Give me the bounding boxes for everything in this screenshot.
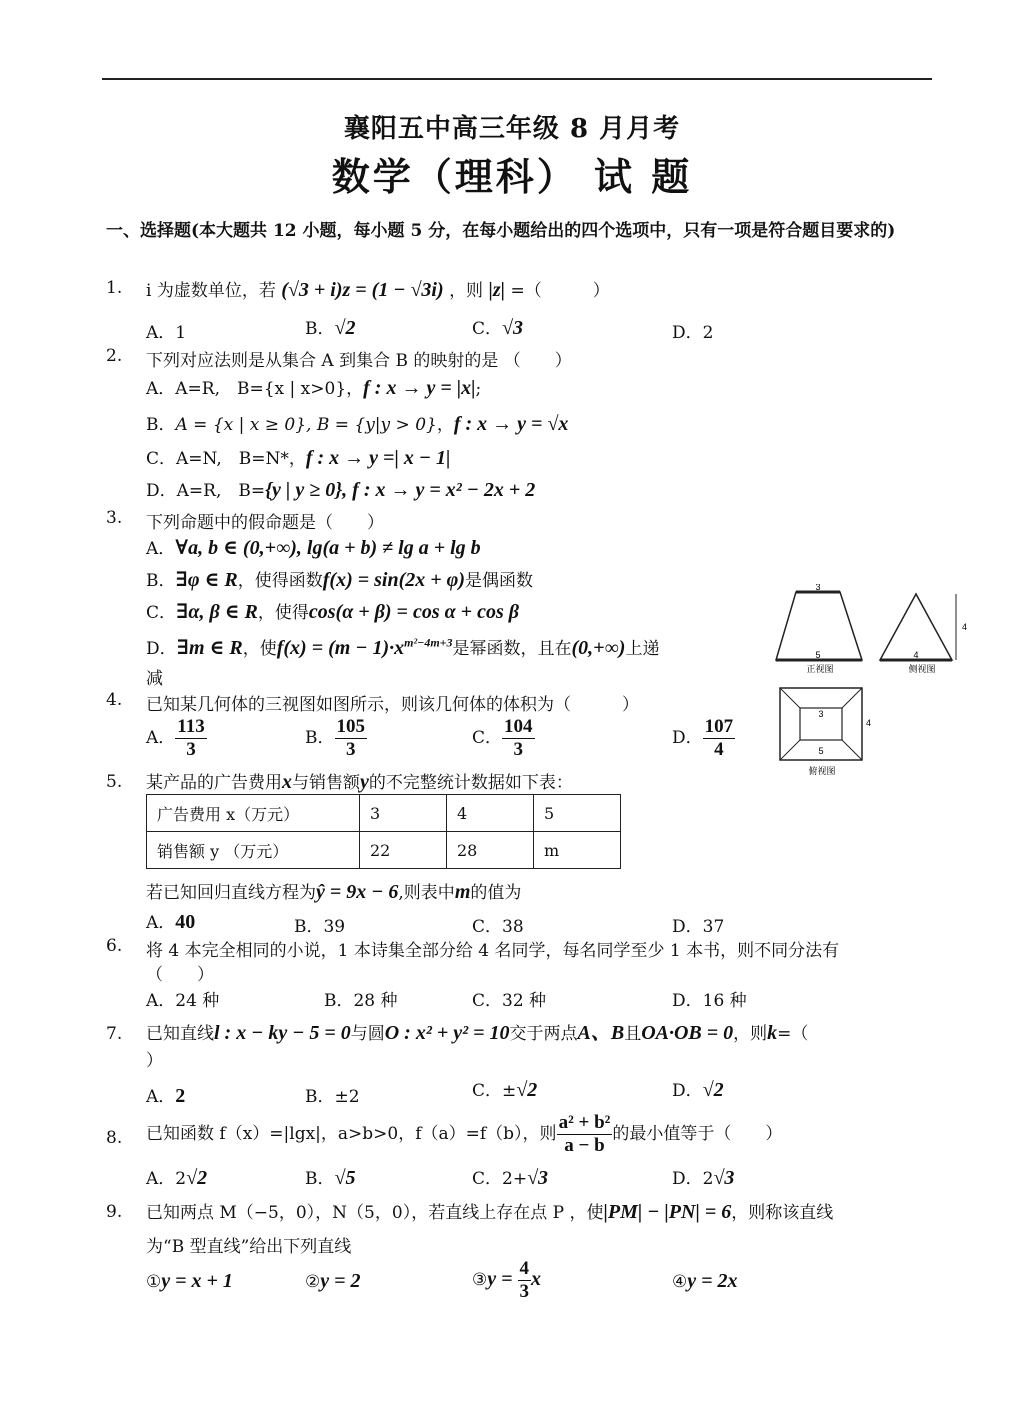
- q6-number: 6.: [106, 936, 123, 956]
- q2-number: 2.: [106, 346, 123, 366]
- q1-equation: (√3 + i)z = (1 − √3i): [281, 279, 444, 301]
- q5-option-c: C．38: [472, 917, 524, 937]
- q3-number: 3.: [106, 508, 123, 528]
- q3-option-a: A．∀a, b ∈ (0,+∞), lg(a + b) ≠ lg a + lg b: [146, 537, 481, 559]
- q9-stem-cont: 为“B 型直线”给出下列直线: [146, 1237, 352, 1257]
- q4-option-d: D． $\frac{107}{4}$: [672, 716, 734, 760]
- table-row: 广告费用 x（万元） 3 4 5: [147, 795, 621, 832]
- q2-option-d: D．A=R, B={y | y ≥ 0}, f : x → y = x² − 2x + 2: [146, 479, 536, 501]
- svg-text:4: 4: [913, 650, 919, 660]
- q1-number: 1.: [106, 278, 123, 298]
- svg-text:3: 3: [815, 584, 821, 592]
- q9-number: 9.: [106, 1202, 123, 1222]
- q1-stem: i 为虚数单位，若 (√3 + i)z = (1 − √3i) ，则 |z| =（ ）: [146, 279, 610, 301]
- q2-option-c: C．A=N, B=N*，f : x → y =| x − 1|: [146, 447, 451, 469]
- q8-option-b: B．√5: [305, 1167, 356, 1189]
- header-rule: [102, 78, 932, 80]
- q7-stem-cont: ）: [146, 1051, 163, 1071]
- q1-option-d: D．2: [672, 323, 714, 343]
- q9-option-1: ①y = x + 1: [146, 1270, 233, 1292]
- q5-option-d: D．37: [672, 917, 725, 937]
- svg-text:4: 4: [962, 622, 968, 632]
- q9-option-3: ③y = $\frac{4}{3}$ x: [472, 1258, 542, 1302]
- svg-text:正视图: 正视图: [806, 664, 834, 674]
- q6-option-c: C．32 种: [472, 991, 547, 1011]
- q2-option-b: B．A = {x | x ≥ 0}, B = {y|y > 0}，f : x → y = √x: [146, 413, 569, 435]
- q5-data-table: [146, 794, 621, 869]
- svg-text:4: 4: [866, 718, 872, 728]
- q1-option-b: B．√2: [305, 317, 356, 339]
- q7-option-b: B．±2: [305, 1087, 360, 1107]
- top-view: [780, 688, 871, 776]
- q5-stem: 某产品的广告费用x与销售额y的不完整统计数据如下表：: [146, 771, 573, 793]
- q1-option-c: C．√3: [472, 317, 523, 339]
- q8-number: 8.: [106, 1128, 123, 1148]
- q9-option-4: ④y = 2x: [672, 1270, 738, 1292]
- q8-option-a: A．2√2: [146, 1167, 208, 1189]
- front-view: [776, 584, 862, 674]
- svg-text:俯视图: 俯视图: [808, 766, 836, 776]
- q7-option-a: A．2: [146, 1085, 186, 1107]
- q7-option-d: D．√2: [672, 1079, 724, 1101]
- q9-option-2: ②y = 2: [305, 1270, 361, 1292]
- svg-text:3: 3: [818, 709, 824, 719]
- q3-option-b: B．∃φ ∈ R，使得函数f(x) = sin(2x + φ)是偶函数: [146, 569, 534, 591]
- q7-option-c: C．±√2: [472, 1079, 538, 1101]
- q2-option-a: A．A=R, B={x | x>0}，f : x → y = |x|;: [146, 377, 482, 399]
- section-heading: 一、选择题(本大题共 12 小题，每小题 5 分，在每小题给出的四个选项中，只有一项是符合题目要求的): [106, 221, 896, 241]
- q7-stem: 已知直线l : x − ky − 5 = 0与圆O : x² + y² = 10交于两点A、B且OA·OB = 0，则k=（: [146, 1022, 809, 1044]
- q4-number: 4.: [106, 690, 123, 710]
- q3-stem: 下列命题中的假命题是（ ）: [146, 513, 384, 533]
- exam-title: 襄阳五中高三年级 8 月月考: [343, 114, 681, 144]
- q2-stem: 下列对应法则是从集合 A 到集合 B 的映射的是 （ ）: [146, 351, 572, 371]
- q3-option-d-cont: 减: [146, 669, 163, 689]
- q8-stem: 已知函数 f（x）=|lgx|，a>b>0，f（a）=f（b），则 $\frac{\text{a² + b²}}{a - b}$ 的最小值等于（ ）: [146, 1112, 783, 1156]
- q6-option-d: D．16 种: [672, 991, 747, 1011]
- q8-option-c: C．2+√3: [472, 1167, 549, 1189]
- table-row: 销售额 y （万元） 22 28 m: [147, 832, 621, 869]
- q5-option-b: B．39: [294, 917, 346, 937]
- three-view-figure: [772, 584, 972, 784]
- q6-stem: 将 4 本完全相同的小说，1 本诗集全部分给 4 名同学，每名同学至少 1 本书，则不同分法有: [146, 941, 840, 961]
- q5-regression: 若已知回归直线方程为ŷ = 9x − 6,则表中m的值为: [146, 881, 522, 903]
- q5-option-a: A．40: [146, 911, 196, 933]
- q5-number: 5.: [106, 772, 123, 792]
- q4-stem: 已知某几何体的三视图如图所示，则该几何体的体积为（ ）: [146, 695, 639, 715]
- exam-subtitle: 数学（理科） 试 题: [331, 154, 693, 199]
- q6-option-b: B．28 种: [324, 991, 398, 1011]
- q6-stem-cont: （ ）: [146, 965, 214, 985]
- q8-option-d: D．2√3: [672, 1167, 735, 1189]
- side-view: [880, 594, 967, 674]
- q4-option-c: C． $\frac{104}{3}$: [472, 716, 533, 760]
- q3-option-c: C．∃α, β ∈ R，使得cos(α + β) = cos α + cos β: [146, 601, 519, 623]
- q7-number: 7.: [106, 1024, 123, 1044]
- q1-option-a: A．1: [146, 323, 187, 343]
- q4-option-a: A． $\frac{113}{3}$: [146, 716, 205, 760]
- svg-text:5: 5: [818, 746, 824, 756]
- q6-option-a: A．24 种: [146, 991, 220, 1011]
- q3-option-d: D．∃m ∈ R，使$f(x) = (m - 1)\cdot x^{m^2-4m+3}$是幂函数，且在(0,+∞)上递: [146, 635, 660, 659]
- svg-text:5: 5: [815, 650, 821, 660]
- q4-option-b: B． $\frac{105}{3}$: [305, 716, 365, 760]
- q9-stem: 已知两点 M（−5，0），N（5，0），若直线上存在点 P ，使|PM| − |PN| = 6，则称该直线: [146, 1201, 834, 1223]
- svg-text:侧视图: 侧视图: [908, 664, 936, 674]
